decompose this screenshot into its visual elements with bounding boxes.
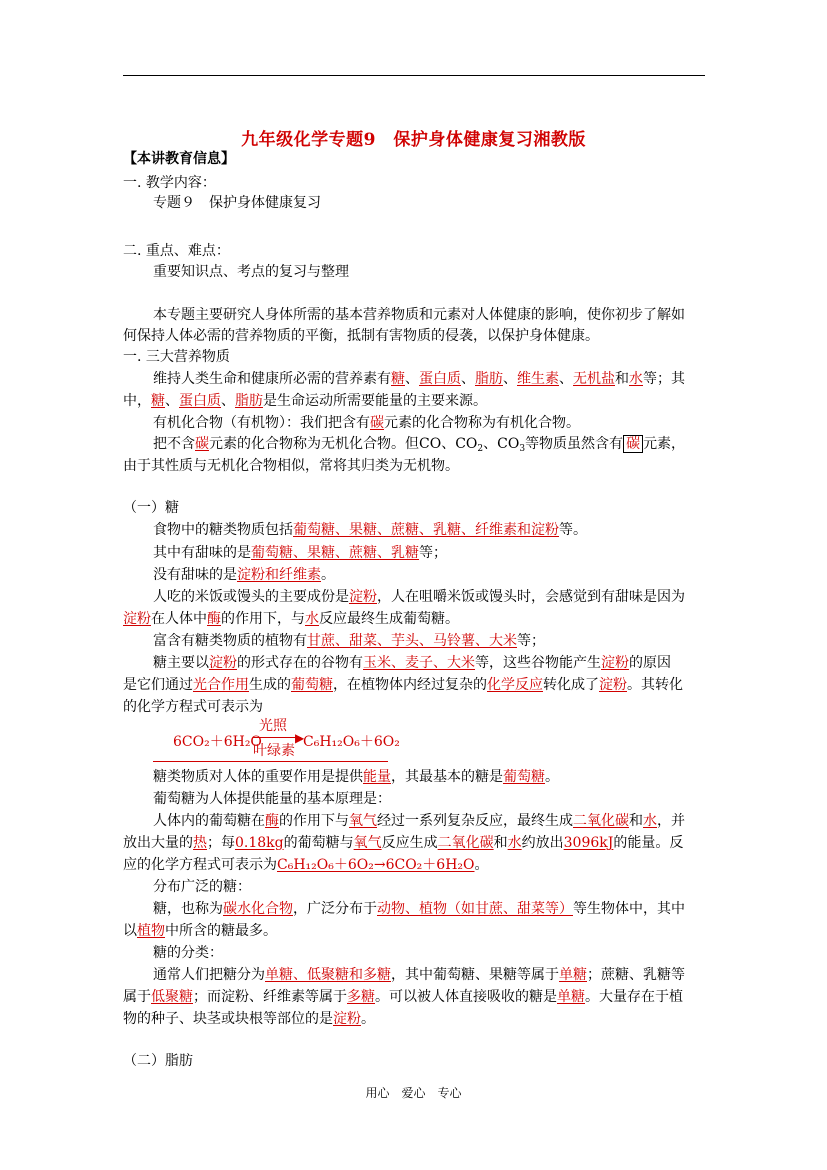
paragraph: 分布广泛的糖： — [153, 879, 251, 895]
answer: 糖 — [391, 371, 405, 387]
paragraph: 糖主要以淀粉的形式存在的谷物有玉米、麦子、大米等，这些谷物能产生淀粉的原因 — [153, 655, 671, 671]
answer: 多糖 — [347, 989, 375, 1005]
answer: 热 — [193, 835, 207, 851]
answer: C₆H₁₂O₆＋6O₂→6CO₂＋6H₂O — [277, 857, 475, 873]
answer: 酶 — [265, 813, 279, 829]
paragraph: 物的种子、块茎或块根等部位的是淀粉。 — [123, 1011, 375, 1027]
paragraph: 的化学方程式可表示为 — [123, 699, 263, 715]
page-footer: 用心 爱心 专心 — [365, 1086, 462, 1100]
paragraph: 中，糖、蛋白质、脂肪是生命运动所需要能量的主要来源。 — [123, 393, 487, 409]
answer: 单糖 — [559, 967, 587, 983]
answer-box: 碳 — [623, 435, 643, 453]
equation-condition-light: 光照 — [259, 718, 287, 734]
answer: 甘蔗、甜菜、芋头、马铃薯、大米 — [307, 633, 517, 649]
reaction-arrow — [253, 737, 301, 738]
answer: 动物、植物（如甘蔗、甜菜等） — [377, 901, 573, 917]
answer: 植物 — [137, 923, 165, 939]
arrow-head-icon: ▶ — [295, 731, 305, 745]
paragraph: 专题９ 保护身体健康复习 — [153, 195, 321, 211]
answer: 葡萄糖 — [503, 769, 545, 785]
answer: 玉米、麦子、大米 — [363, 655, 475, 671]
answer: 维生素 — [517, 371, 559, 387]
paragraph: 维持人类生命和健康所必需的营养素有糖、蛋白质、脂肪、维生素、无机盐和水等；其 — [153, 371, 685, 387]
answer: 淀粉 — [123, 611, 151, 627]
answer: 淀粉 — [333, 1011, 361, 1027]
answer: 氧气 — [349, 813, 377, 829]
answer: 葡萄糖、果糖、蔗糖、乳糖 — [251, 545, 419, 561]
paragraph: 把不含碳元素的化合物称为无机化合物。但CO、$CO_2$、$CO_3$等物质虽然含有 碳 元素， — [153, 436, 686, 454]
answer: 光合作用 — [193, 677, 249, 693]
answer: 水 — [643, 813, 657, 829]
paragraph: 没有甜味的是淀粉和纤维素。 — [153, 567, 335, 583]
paragraph: 食物中的糖类物质包括葡萄糖、果糖、蔗糖、乳糖、纤维素和淀粉等。 — [153, 522, 587, 538]
answer: 蛋白质 — [419, 371, 461, 387]
answer: 脂肪 — [235, 393, 263, 409]
paragraph: 是它们通过光合作用生成的葡萄糖，在植物体内经过复杂的化学反应转化成了淀粉。其转化 — [123, 677, 683, 693]
paragraph: 其中有甜味的是葡萄糖、果糖、蔗糖、乳糖等； — [153, 545, 447, 561]
paragraph: 一. 教学内容： — [123, 175, 216, 191]
paragraph: 富含有糖类物质的植物有甘蔗、甜菜、芋头、马铃薯、大米等； — [153, 633, 545, 649]
paragraph: 淀粉在人体中酶的作用下，与水反应最终生成葡萄糖。 — [123, 611, 459, 627]
answer: 葡萄糖、果糖、蔗糖、乳糖、纤维素和淀粉 — [293, 522, 559, 538]
answer: 无机盐 — [573, 371, 615, 387]
answer: 化学反应 — [487, 677, 543, 693]
answer: 葡萄糖 — [291, 677, 333, 693]
answer: 碳水化合物 — [223, 901, 293, 917]
paragraph: 属于低聚糖；而淀粉、纤维素等属于多糖。可以被人体直接吸收的糖是单糖。大量存在于植 — [123, 989, 683, 1005]
answer: 糖 — [151, 393, 165, 409]
paragraph: 以植物中所含的糖最多。 — [123, 923, 277, 939]
answer: 单糖、低聚糖和多糖 — [265, 967, 391, 983]
header-rule — [123, 75, 705, 76]
paragraph: 葡萄糖为人体提供能量的基本原理是： — [153, 791, 391, 807]
paragraph: 重要知识点、考点的复习与整理 — [153, 264, 349, 280]
equation-reactants: 6CO₂＋6H₂O — [173, 734, 262, 750]
paragraph: 放出大量的热；每0.18kg的葡萄糖与氧气反应生成二氧化碳和水约放出3096kJ的能量。反 — [123, 835, 684, 851]
paragraph: 二. 重点、难点： — [123, 243, 230, 259]
answer: 碳 — [195, 436, 209, 452]
answer: 蛋白质 — [179, 393, 221, 409]
answer: 二氧化碳 — [437, 835, 494, 851]
paragraph: 应的化学方程式可表示为C₆H₁₂O₆＋6O₂→6CO₂＋6H₂O。 — [123, 857, 489, 873]
answer: 单糖 — [557, 989, 585, 1005]
answer: 氧气 — [353, 835, 382, 851]
equation-condition-chlorophyll: 叶绿素 — [253, 743, 295, 759]
photosynthesis-equation — [153, 713, 400, 765]
answer: 淀粉 — [599, 677, 627, 693]
equation-underline — [153, 761, 388, 762]
paragraph: 糖的分类： — [153, 945, 223, 961]
answer: 3096kJ — [563, 835, 614, 851]
paragraph: 通常人们把糖分为单糖、低聚糖和多糖，其中葡萄糖、果糖等属于单糖；蔗糖、乳糖等 — [153, 967, 685, 983]
subsection-heading: （一）糖 — [123, 500, 179, 516]
paragraph: 人吃的米饭或馒头的主要成份是淀粉，人在咀嚼米饭或馒头时，会感觉到有甜味是因为 — [153, 589, 685, 605]
answer: 酶 — [207, 611, 221, 627]
answer: 水 — [507, 835, 522, 851]
equation-products: C₆H₁₂O₆＋6O₂ — [303, 734, 400, 750]
page-title: 九年级化学专题9 保护身体健康复习湘教版 — [241, 130, 586, 150]
paragraph: 本专题主要研究人身体所需的基本营养物质和元素对人体健康的影响，使你初步了解如 — [153, 307, 685, 323]
paragraph: 何保持人体必需的营养物质的平衡，抵制有害物质的侵袭，以保护身体健康。 — [123, 328, 599, 344]
answer: 淀粉 — [601, 655, 629, 671]
answer: 能量 — [363, 769, 391, 785]
answer: 0.18kg — [235, 835, 284, 851]
answer: 水 — [305, 611, 319, 627]
answer: 低聚糖 — [151, 989, 193, 1005]
paragraph: 由于其性质与无机化合物相似，常将其归类为无机物。 — [123, 458, 459, 474]
paragraph: 人体内的葡萄糖在酶的作用下与氧气经过一系列复杂反应，最终生成二氧化碳和水，并 — [153, 813, 685, 829]
section-heading: 【本讲教育信息】 — [123, 151, 235, 167]
answer: 淀粉 — [209, 655, 237, 671]
answer: 淀粉和纤维素 — [237, 567, 321, 583]
subsection-heading: （二）脂肪 — [123, 1053, 193, 1069]
answer: 脂肪 — [475, 371, 503, 387]
answer: 二氧化碳 — [573, 813, 629, 829]
answer: 碳 — [370, 415, 384, 431]
paragraph: 一. 三大营养物质 — [123, 349, 230, 365]
answer: 淀粉 — [349, 589, 377, 605]
paragraph: 糖，也称为碳水化合物，广泛分布于动物、植物（如甘蔗、甜菜等）等生物体中，其中 — [153, 901, 685, 917]
paragraph: 有机化合物（有机物）：我们把含有碳元素的化合物称为有机化合物。 — [153, 415, 580, 431]
answer: 水 — [629, 371, 643, 387]
paragraph: 糖类物质对人体的重要作用是提供能量，其最基本的糖是葡萄糖。 — [153, 769, 559, 785]
